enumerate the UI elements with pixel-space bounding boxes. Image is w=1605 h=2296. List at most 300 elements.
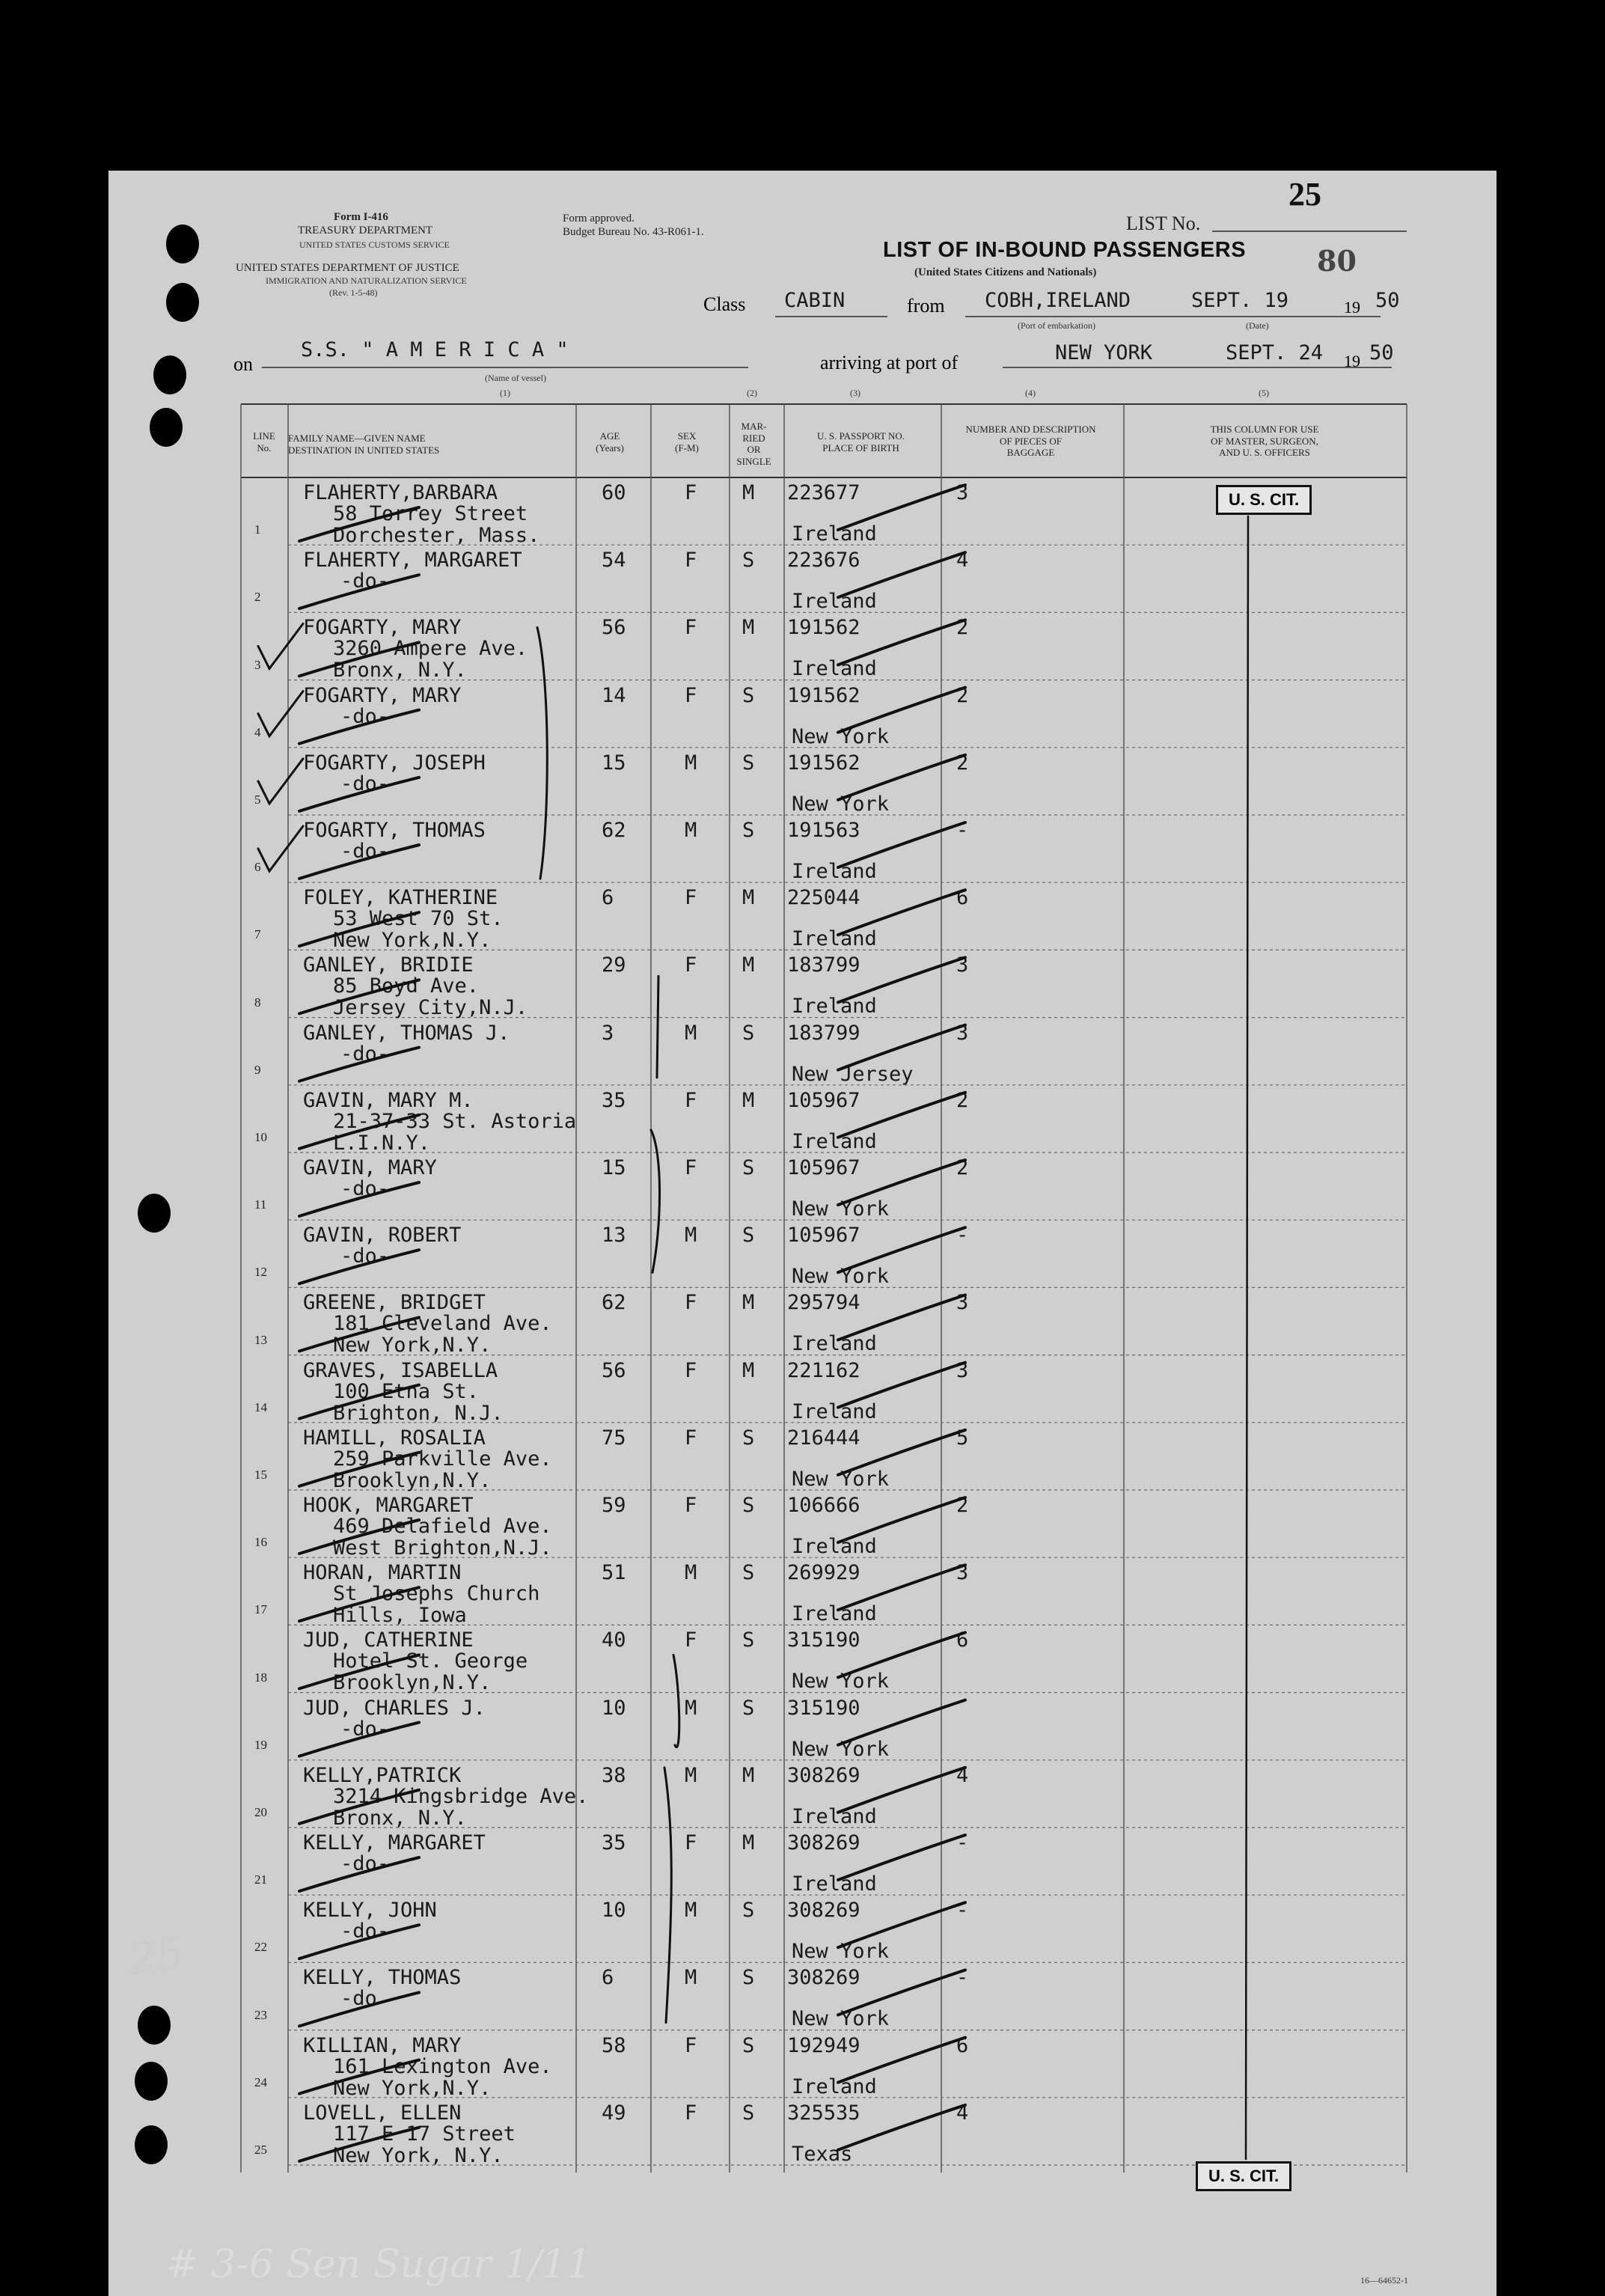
margin-number: 25 (125, 1927, 188, 1985)
destination-address: 259 Parkville Ave. (333, 1447, 552, 1471)
sex: M (685, 819, 697, 842)
revision-date: (Rev. 1-5-48) (329, 287, 378, 298)
baggage-count: 3 (956, 481, 969, 504)
marital-status: M (742, 1831, 755, 1854)
check-stroke (299, 1182, 419, 1216)
check-stroke (299, 1790, 419, 1824)
passenger-name: HORAN, MARTIN (303, 1561, 462, 1585)
line-number: 24 (254, 2074, 267, 2089)
age: 6 (602, 1966, 614, 1990)
destination-address: -do- (340, 1852, 390, 1875)
age: 62 (602, 1291, 626, 1315)
page-subtitle: (United States Citizens and Nationals) (914, 266, 1097, 278)
header-married: MAR- RIED OR SINGLE (736, 421, 771, 467)
destination-address: -do- (340, 840, 390, 863)
check-stroke (838, 1025, 965, 1070)
destination-address: Bronx, N.Y. (333, 659, 467, 683)
check-stroke (838, 485, 965, 530)
marital-status: S (742, 1696, 755, 1720)
sex: F (685, 1494, 697, 1517)
sex: M (685, 1899, 697, 1923)
passport-number: 308269 (787, 1763, 860, 1787)
line-number: 9 (254, 1062, 261, 1077)
date-caption: (Date) (1246, 320, 1269, 331)
passport-number: 308269 (787, 1966, 860, 1990)
arrival-year-prefix: 19 (1344, 352, 1360, 370)
passenger-name: JUD, CHARLES J. (303, 1696, 486, 1720)
check-stroke (299, 912, 419, 946)
age: 29 (602, 953, 626, 977)
arrival-year: 50 (1369, 341, 1394, 364)
check-stroke (838, 1700, 965, 1745)
marital-status: S (742, 1156, 755, 1179)
baggage-count: 4 (956, 1763, 969, 1787)
marital-status: M (742, 616, 755, 640)
sex: M (685, 1561, 697, 1585)
destination-address: St Josephs Church (333, 1582, 540, 1606)
check-stroke (838, 890, 965, 935)
page-title: LIST OF IN-BOUND PASSENGERS (883, 238, 1247, 262)
list-no-value: 80 (1317, 244, 1357, 278)
check-stroke (299, 1115, 419, 1149)
age: 35 (602, 1831, 626, 1854)
sex: M (685, 1021, 697, 1045)
baggage-count: 6 (956, 886, 969, 910)
col-num-3: (3) (850, 388, 860, 398)
destination-address: Hills, Iowa (333, 1604, 467, 1628)
destination-address: -do- (340, 1042, 390, 1066)
baggage-count: - (956, 1966, 969, 1990)
line-number: 25 (254, 2143, 267, 2157)
place-of-birth: Ireland (792, 995, 877, 1019)
age: 56 (602, 1358, 626, 1382)
family-bracket (664, 1768, 671, 2023)
baggage-count: - (956, 1831, 969, 1854)
age: 15 (602, 1156, 626, 1179)
line-number: 23 (254, 2007, 267, 2022)
baggage-count: 3 (956, 953, 969, 977)
place-of-birth: New York (792, 1670, 890, 1694)
line-number: 3 (254, 657, 261, 672)
destination-address: 181 Cleveland Ave. (333, 1312, 552, 1336)
sex: F (685, 616, 697, 640)
check-stroke (838, 1227, 965, 1272)
passport-number: 192949 (787, 2033, 860, 2057)
bottom-handwritten-note: # 3-6 Sen Sugar 1/11 (166, 2242, 592, 2287)
line-number: 17 (254, 1602, 267, 1617)
check-stroke (838, 552, 965, 597)
check-stroke (838, 1363, 965, 1408)
form-number: Form I-416 (334, 211, 388, 223)
passport-number: 315190 (787, 1628, 860, 1652)
header-age: AGE (Years) (596, 430, 624, 454)
check-stroke (838, 2105, 965, 2150)
passport-number: 105967 (787, 1224, 860, 1248)
sex: F (685, 2033, 697, 2057)
place-of-birth: Ireland (792, 1872, 877, 1896)
age: 40 (602, 1628, 626, 1652)
check-stroke (299, 1587, 419, 1621)
check-stroke (299, 1453, 419, 1486)
line-number: 1 (254, 522, 261, 537)
passenger-name: GRAVES, ISABELLA (303, 1358, 498, 1382)
passport-number: 315190 (787, 1696, 860, 1720)
check-stroke (299, 980, 419, 1013)
baggage-count: 6 (956, 2033, 969, 2057)
line-number: 14 (254, 1399, 267, 1414)
place-of-birth: Ireland (792, 522, 877, 546)
page-number: 25 (1288, 176, 1321, 213)
passenger-name: FOGARTY, THOMAS (303, 819, 486, 842)
sex: F (685, 2101, 697, 2125)
baggage-count: - (956, 819, 969, 842)
check-stroke (838, 688, 965, 733)
age: 56 (602, 616, 626, 640)
col-num-4: (4) (1025, 388, 1036, 398)
sex: F (685, 481, 697, 504)
place-of-birth: Ireland (792, 1129, 877, 1153)
header-baggage: NUMBER AND DESCRIPTION OF PIECES OF BAGGAGE (965, 424, 1096, 459)
baggage-count: 3 (956, 1291, 969, 1315)
marital-status: S (742, 819, 755, 842)
baggage-count: 2 (956, 683, 969, 707)
destination-address: -do- (340, 772, 390, 796)
sex: M (685, 1224, 697, 1248)
age: 54 (602, 549, 626, 573)
passport-number: 225044 (787, 886, 860, 910)
check-stroke (838, 1093, 965, 1138)
marital-status: S (742, 683, 755, 707)
check-stroke (299, 2128, 419, 2161)
destination-address: Brighton, N.J. (333, 1401, 504, 1425)
baggage-count: 2 (956, 751, 969, 775)
age: 13 (602, 1224, 626, 1248)
treasury-dept: TREASURY DEPARTMENT (298, 225, 433, 236)
place-of-birth: Ireland (792, 2074, 877, 2098)
passport-number: 308269 (787, 1831, 860, 1854)
baggage-count: 2 (956, 1494, 969, 1517)
departure-year-prefix: 19 (1344, 298, 1360, 317)
on-label: on (233, 353, 253, 375)
sex: F (685, 1426, 697, 1450)
passenger-name: FOGARTY, MARY (303, 683, 462, 707)
destination-address: 21-37-33 St. Astoria (333, 1109, 577, 1133)
place-of-birth: New York (792, 1940, 890, 1964)
passport-number: 191562 (787, 683, 860, 707)
marital-status: S (742, 2033, 755, 2057)
baggage-count: 3 (956, 1561, 969, 1585)
baggage-count: 4 (956, 549, 969, 573)
check-stroke (838, 1497, 965, 1542)
check-stroke (299, 1925, 419, 1958)
budget-bureau: Budget Bureau No. 43-R061-1. (563, 226, 704, 238)
passport-number: 191562 (787, 616, 860, 640)
customs-service: UNITED STATES CUSTOMS SERVICE (299, 239, 450, 250)
check-stroke (299, 1520, 419, 1554)
check-stroke (299, 2060, 419, 2094)
place-of-birth: Ireland (792, 1602, 877, 1626)
passenger-name: FLAHERTY,BARBARA (303, 481, 498, 504)
col-num-1: (1) (500, 388, 510, 398)
destination-address: -do- (340, 1177, 390, 1200)
check-mark (258, 826, 303, 871)
place-of-birth: New York (792, 724, 890, 748)
place-of-birth: Ireland (792, 1804, 877, 1828)
check-stroke (838, 2038, 965, 2083)
place-of-birth: New York (792, 1265, 890, 1289)
line-number: 18 (254, 1670, 267, 1685)
line-number: 8 (254, 995, 261, 1010)
place-of-birth: Ireland (792, 1399, 877, 1423)
check-stroke (299, 575, 419, 608)
destination-address: Hotel St. George (333, 1649, 528, 1673)
age: 14 (602, 683, 626, 707)
sex: F (685, 1291, 697, 1315)
check-stroke (838, 620, 965, 665)
ins-service: IMMIGRATION AND NATURALIZATION SERVICE (266, 275, 467, 286)
header-sex: SEX (F-M) (675, 430, 699, 454)
place-of-birth: New York (792, 1467, 890, 1491)
baggage-count: 4 (956, 2101, 969, 2125)
list-no-label: LIST No. (1126, 213, 1201, 234)
marital-status: M (742, 1291, 755, 1315)
check-stroke (838, 1970, 965, 2015)
marital-status: M (742, 1358, 755, 1382)
place-of-birth: Ireland (792, 860, 877, 883)
age: 58 (602, 2033, 626, 2057)
us-citizen-stamp: U. S. CIT. (1196, 2161, 1291, 2191)
marital-status: S (742, 549, 755, 573)
departure-date: SEPT. 19 (1191, 289, 1289, 312)
arrival-port: NEW YORK (1055, 341, 1153, 364)
check-stroke (299, 845, 419, 879)
place-of-birth: New York (792, 792, 890, 816)
passport-number: 183799 (787, 1021, 860, 1045)
line-number: 13 (254, 1332, 267, 1347)
header-officers: THIS COLUMN FOR USE OF MASTER, SURGEON, AND U. S. OFFICERS (1210, 424, 1319, 459)
sex: M (685, 1696, 697, 1720)
check-stroke (299, 778, 419, 811)
age: 3 (602, 1021, 614, 1045)
check-stroke (838, 1160, 965, 1205)
check-stroke (299, 1317, 419, 1351)
destination-address: New York,N.Y. (333, 929, 492, 953)
marital-status: S (742, 1426, 755, 1450)
baggage-count: 2 (956, 616, 969, 640)
marital-status: S (742, 1899, 755, 1923)
port-caption: (Port of embarkation) (1018, 320, 1095, 331)
destination-address: L.I.N.Y. (333, 1131, 431, 1155)
check-stroke (838, 1768, 965, 1813)
destination-address: 117 E 17 Street (333, 2122, 516, 2146)
check-stroke (299, 710, 419, 744)
age: 10 (602, 1696, 626, 1720)
passenger-name: GAVIN, MARY (303, 1156, 437, 1179)
baggage-count: - (956, 1899, 969, 1923)
check-stroke (299, 1048, 419, 1081)
baggage-count: 2 (956, 1156, 969, 1179)
port-of-embarkation: COBH,IRELAND (985, 289, 1131, 312)
marital-status: S (742, 1561, 755, 1585)
line-number: 2 (254, 590, 261, 605)
age: 75 (602, 1426, 626, 1450)
baggage-count: 2 (956, 1088, 969, 1112)
passport-number: 308269 (787, 1899, 860, 1923)
passport-number: 269929 (787, 1561, 860, 1585)
footer-code: 16—64652-1 (1360, 2275, 1408, 2286)
check-stroke (838, 1430, 965, 1475)
destination-address: 53 West 70 St. (333, 907, 504, 931)
place-of-birth: New York (792, 2007, 890, 2031)
destination-address: West Brighton,N.J. (333, 1536, 552, 1560)
sex: M (685, 751, 697, 775)
place-of-birth: Ireland (792, 1535, 877, 1558)
line-number: 11 (254, 1197, 267, 1212)
marital-status: S (742, 2101, 755, 2125)
place-of-birth: Ireland (792, 927, 877, 951)
passenger-name: KILLIAN, MARY (303, 2033, 462, 2057)
destination-address: 469 Delafield Ave. (333, 1515, 552, 1538)
sex: M (685, 1966, 697, 1990)
marital-status: M (742, 886, 755, 910)
officer-column-line (1246, 516, 1248, 2159)
header-passport: U. S. PASSPORT NO. PLACE OF BIRTH (817, 430, 905, 454)
check-stroke (299, 1250, 419, 1283)
destination-address: -do (340, 1987, 377, 2011)
baggage-count: 6 (956, 1628, 969, 1652)
check-mark (258, 623, 303, 668)
header-name: FAMILY NAME—GIVEN NAME DESTINATION IN UNITED STATES (288, 433, 440, 456)
passenger-name: KELLY, JOHN (303, 1899, 437, 1923)
col-num-2: (2) (747, 388, 757, 398)
marital-status: S (742, 1628, 755, 1652)
check-stroke (838, 1835, 965, 1880)
check-stroke (838, 1902, 965, 1947)
passenger-name: FOGARTY, JOSEPH (303, 751, 486, 775)
sex: F (685, 1156, 697, 1179)
passport-number: 216444 (787, 1426, 860, 1450)
col-num-5: (5) (1259, 388, 1269, 398)
line-number: 19 (254, 1737, 267, 1752)
passenger-name: FOGARTY, MARY (303, 616, 462, 640)
arrival-date: SEPT. 24 (1226, 341, 1324, 364)
place-of-birth: Ireland (792, 590, 877, 614)
destination-address: Brooklyn,N.Y. (333, 1468, 492, 1492)
check-stroke (299, 1857, 419, 1891)
passport-number: 223677 (787, 481, 860, 504)
check-stroke (299, 1992, 419, 2026)
passport-number: 191563 (787, 819, 860, 842)
class-value: CABIN (784, 289, 846, 312)
place-of-birth: Ireland (792, 657, 877, 681)
passenger-name: HOOK, MARGARET (303, 1494, 474, 1517)
destination-address: 85 Boyd Ave. (333, 974, 480, 998)
check-stroke (838, 1565, 965, 1610)
passenger-name: GREENE, BRIDGET (303, 1291, 486, 1315)
passenger-name: FOLEY, KATHERINE (303, 886, 498, 910)
age: 38 (602, 1763, 626, 1787)
place-of-birth: New Jersey (792, 1062, 914, 1086)
family-bracket (657, 976, 658, 1077)
sex: F (685, 886, 697, 910)
check-stroke (299, 507, 419, 541)
check-stroke (299, 642, 419, 676)
passport-number: 191562 (787, 751, 860, 775)
check-stroke (838, 957, 965, 1002)
passport-number: 106666 (787, 1494, 860, 1517)
destination-address: -do- (340, 1920, 390, 1944)
destination-address: New York, N.Y. (333, 2143, 504, 2167)
baggage-count: 3 (956, 1358, 969, 1382)
passenger-name: GAVIN, ROBERT (303, 1224, 462, 1248)
check-stroke (838, 755, 965, 800)
family-bracket (651, 1130, 660, 1273)
justice-dept: UNITED STATES DEPARTMENT OF JUSTICE (236, 262, 459, 274)
age: 60 (602, 481, 626, 504)
passport-number: 325535 (787, 2101, 860, 2125)
marital-status: S (742, 1494, 755, 1517)
line-number: 21 (254, 1872, 267, 1887)
passport-number: 105967 (787, 1088, 860, 1112)
passport-number: 221162 (787, 1358, 860, 1382)
destination-address: Brooklyn,N.Y. (333, 1671, 492, 1695)
destination-address: -do- (340, 1245, 390, 1268)
line-number: 15 (254, 1468, 267, 1482)
age: 35 (602, 1088, 626, 1112)
baggage-count: - (956, 1224, 969, 1248)
marital-status: M (742, 953, 755, 977)
line-number: 5 (254, 793, 261, 807)
passport-number: 105967 (787, 1156, 860, 1179)
age: 62 (602, 819, 626, 842)
line-number: 22 (254, 1940, 267, 1955)
line-number: 16 (254, 1535, 267, 1550)
us-citizen-stamp: U. S. CIT. (1216, 485, 1312, 515)
check-stroke (838, 822, 965, 867)
age: 49 (602, 2101, 626, 2125)
place-of-birth: New York (792, 1737, 890, 1761)
sex: F (685, 683, 697, 707)
class-label: Class (703, 293, 746, 315)
check-stroke (838, 1632, 965, 1677)
vessel-caption: (Name of vessel) (485, 373, 546, 383)
passenger-name: JUD, CATHERINE (303, 1628, 474, 1652)
passenger-name: GANLEY, BRIDIE (303, 953, 474, 977)
check-mark (258, 759, 303, 804)
departure-year: 50 (1375, 289, 1400, 312)
age: 51 (602, 1561, 626, 1585)
destination-address: -do- (340, 704, 390, 728)
destination-address: 161 Lexington Ave. (333, 2054, 552, 2078)
sex: F (685, 1358, 697, 1382)
place-of-birth: New York (792, 1197, 890, 1221)
passenger-name: KELLY, MARGARET (303, 1831, 486, 1854)
sex: F (685, 1628, 697, 1652)
marital-status: M (742, 1763, 755, 1787)
passenger-name: HAMILL, ROSALIA (303, 1426, 486, 1450)
marital-status: S (742, 1224, 755, 1248)
passport-number: 295794 (787, 1291, 860, 1315)
line-number: 10 (254, 1130, 267, 1144)
passenger-name: KELLY,PATRICK (303, 1763, 462, 1787)
line-number: 4 (254, 724, 261, 739)
destination-address: 58 Torrey Street (333, 502, 528, 525)
place-of-birth: Ireland (792, 1332, 877, 1356)
age: 6 (602, 886, 614, 910)
check-stroke (299, 1723, 419, 1756)
vessel-name: S.S. " A M E R I C A " (301, 338, 569, 361)
marital-status: M (742, 481, 755, 504)
